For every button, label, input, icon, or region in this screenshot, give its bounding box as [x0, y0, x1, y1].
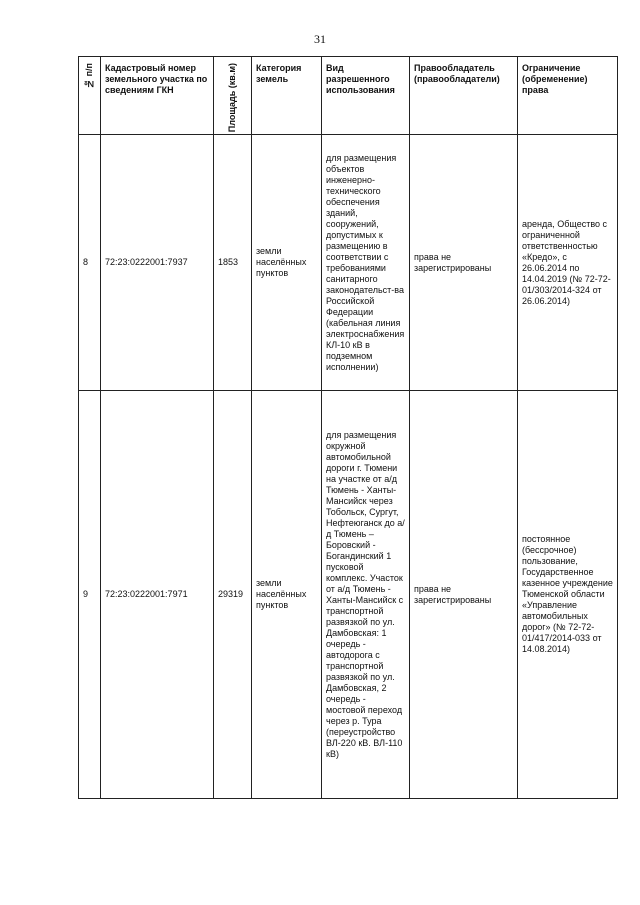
cell-use: для размещения окружной автомобильной дороги г. Тюмени на участке от а/д Тюмень - Ханты-Мансийск через Тобольск, Сургут, Нефтеюганск до а/д Тюмень – Боровский - Богандинский 1 пусковой комплекс. Участок от а/д Тюмень - Ханты-Мансийск с транспортной развязкой по ул. Дамбовская: 1 очередь - автодорога с транспортной развязкой по ул. Дамбовская, 2 очередь - мостовой переход через р. Тура (переустройство ВЛ-220 кВ. ВЛ-110 кВ): [322, 391, 410, 799]
cell-num: 8: [79, 135, 101, 391]
table-header-row: [79, 57, 618, 135]
cell-holder: права не зарегистрированы: [410, 391, 518, 799]
cell-cadastral: 72:23:0222001:7971: [101, 391, 214, 799]
header-category: Категория земель: [252, 57, 322, 135]
page-number: 31: [314, 32, 326, 46]
cell-holder: права не зарегистрированы: [410, 135, 518, 391]
header-num: № п/п: [79, 57, 101, 135]
cell-cadastral: 72:23:0222001:7937: [101, 135, 214, 391]
header-use: Вид разрешенного использования: [322, 57, 410, 135]
cell-category: земли населённых пунктов: [252, 391, 322, 799]
cell-area: 29319: [214, 391, 252, 799]
header-holder: Правообладатель (правообладатели): [410, 57, 518, 135]
cell-num: 9: [79, 391, 101, 799]
cell-area: 1853: [214, 135, 252, 391]
header-restriction: Ограничение (обременение) права: [518, 57, 618, 135]
table-row: [79, 135, 618, 391]
table-row: [79, 391, 618, 799]
header-area: Площадь (кв.м): [214, 57, 252, 135]
header-cadastral: Кадастровый номер земельного участка по сведениям ГКН: [101, 57, 214, 135]
cell-restriction: аренда, Общество с ограниченной ответственностью «Кредо», с 26.06.2014 по 14.04.2019 (№ 72-72-01/303/2014-324 от 26.06.2014): [518, 135, 618, 391]
cell-use: для размещения объектов инженерно-технического обеспечения зданий, сооружений, допустимых к размещению в соответствии с требованиями санитарного законодательст-ва Российской Федерации (кабельная линия электроснабжения КЛ-10 кВ в подземном исполнении): [322, 135, 410, 391]
land-plots-table: [78, 56, 618, 799]
cell-category: земли населённых пунктов: [252, 135, 322, 391]
cell-restriction: постоянное (бессрочное) пользование, Государственное казенное учреждение Тюменской области «Управление автомобильных дорог» (№ 72-72-01/417/2014-033 от 14.08.2014): [518, 391, 618, 799]
